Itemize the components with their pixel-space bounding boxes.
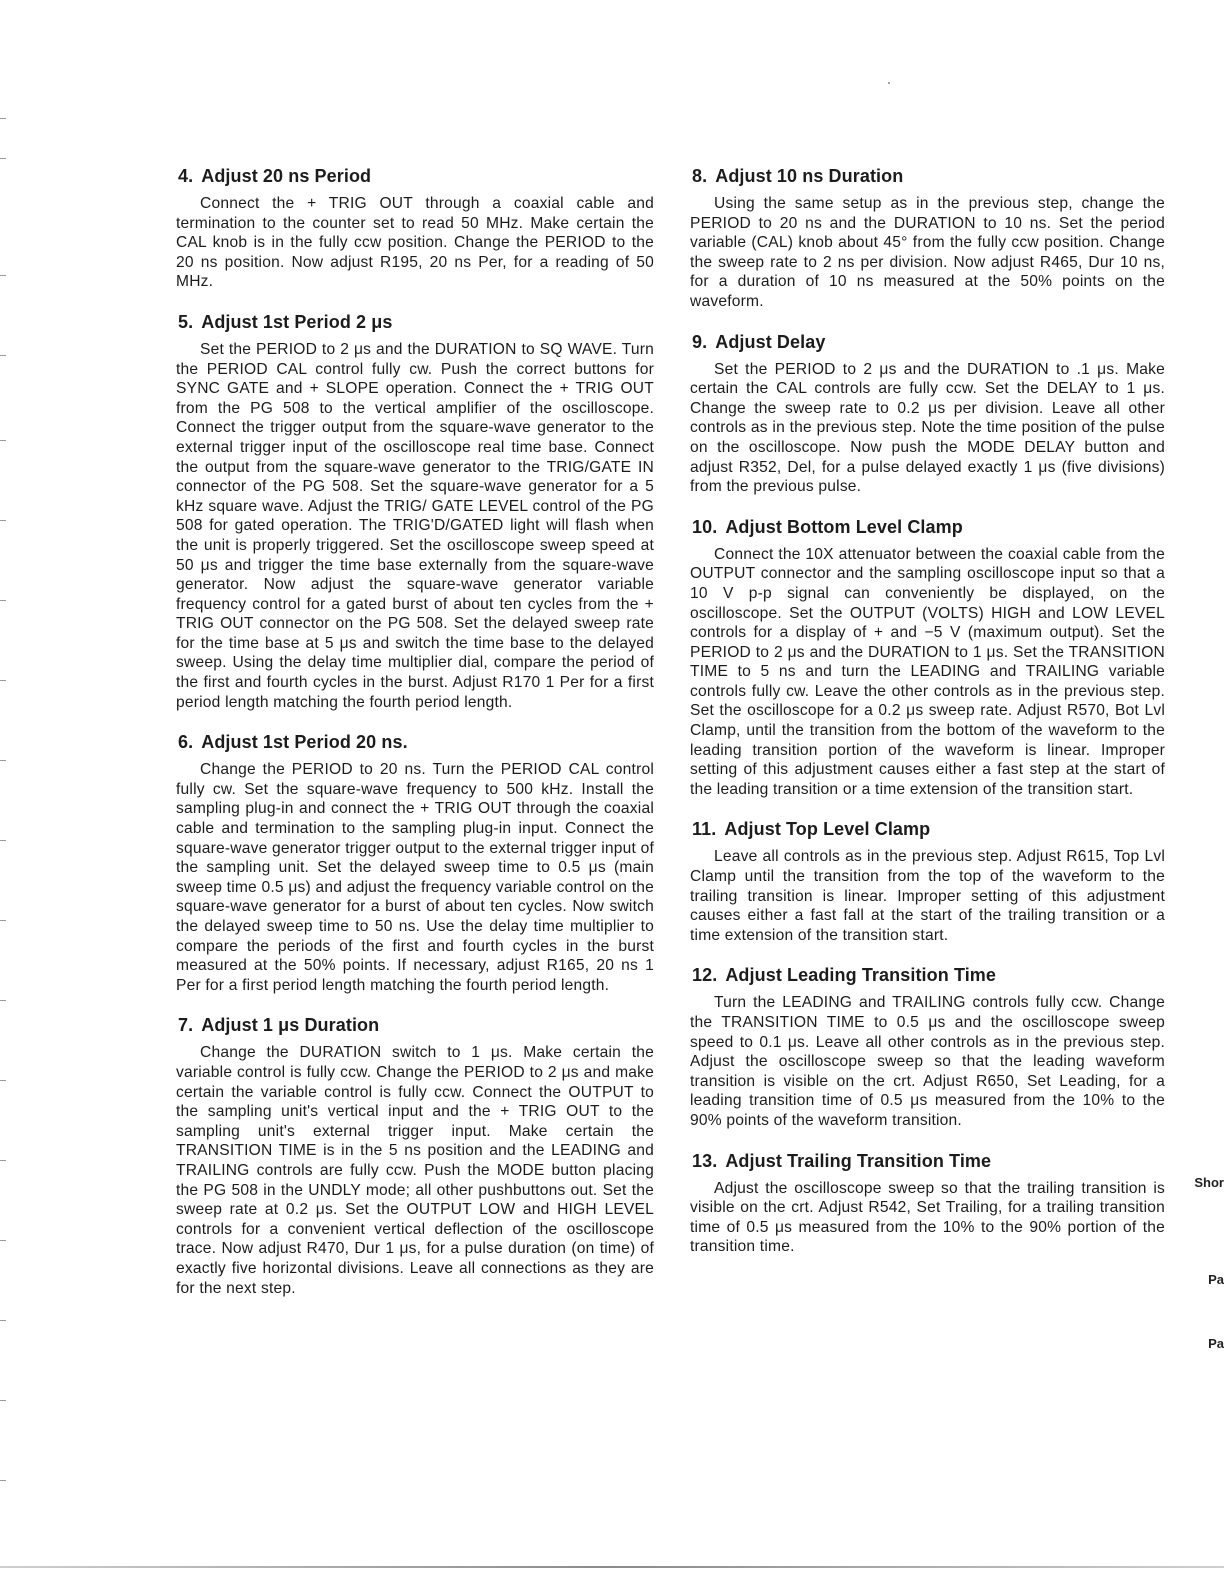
bottom-scan-edge [0,1566,1224,1568]
step-7 [176,1015,654,1298]
margin-mark [0,600,6,601]
step-number: 7. [178,1015,194,1036]
step-6 [176,732,654,995]
step-number: 6. [178,732,194,753]
step-body: Adjust the oscilloscope sweep so that the trailing transition is visible on the crt. Adjust R542, Set Trailing, for a trailing transition time of 0.5 μs measured from the 10% to the 90% portion of the transition time. [690,1179,1165,1256]
margin-mark [0,840,6,841]
margin-mark [0,1000,6,1001]
margin-mark [0,440,6,441]
step-title: Adjust 1st Period 2 μs [201,311,393,332]
step-heading [178,312,654,333]
step-title: Adjust 1st Period 20 ns. [201,732,408,753]
step-body: Set the PERIOD to 2 μs and the DURATION to .1 μs. Make certain the CAL controls are fully ccw. Set the DELAY to 1 μs. Change the sweep rate to 0.2 μs per division. Leave all other controls as in the previous step. Note the time position of the pulse on the oscilloscope. Now push the MODE DELAY button and adjust R352, Del, for a pulse delayed exactly 1 μs (five divisions) from the previous pulse. [690,360,1165,496]
step-number: 10. [692,516,718,537]
step-heading [178,732,654,753]
step-number: 12. [692,965,718,986]
step-8 [690,166,1165,312]
step-title: Adjust Delay [715,331,826,352]
step-heading [692,819,1165,840]
step-body: Set the PERIOD to 2 μs and the DURATION to SQ WAVE. Turn the PERIOD CAL control fully cw. Push the correct buttons for SYNC GATE and + SLOPE operation. Connect the + TRIG OUT from the PG 508 to the vertical amplifier of the oscilloscope. Connect the trigger output from the square-wave generator to the external trigger input of the oscilloscope real time base. Connect the output from the square-wave generator to the TRIG/GATE IN connector of the PG 508. Set the square-wave generator for a 5 kHz square wave. Adjust the TRIG/ GATE LEVEL control of the PG 508 for gated operation. The TRIG'D/GATED light will flash when the unit is properly triggered. Set the oscilloscope sweep speed at 50 μs and trigger the time base externally from the square-wave generator. Now adjust the square-wave generator variable frequency control for a gated burst of about ten cycles from the + TRIG OUT connector on the PG 508. Set the delayed sweep rate for the time base at 5 μs and switch the time base to the delayed sweep. Using the delay time multiplier dial, compare the period of the first and fourth cycles in the burst. Adjust R170 1 Per for a first period length matching the fourth period length. [176,340,654,711]
margin-mark [0,158,6,159]
step-heading [692,332,1165,353]
step-body: Using the same setup as in the previous step, change the PERIOD to 20 ns and the DURATION to 10 ns. Set the period variable (CAL) knob about 45° from the fully ccw position. Change the sweep rate to 2 ns per division. Now adjust R465, Dur 10 ns, for a duration of 10 ns measured at the 50% points on the waveform. [690,195,1165,310]
margin-mark [0,1080,6,1081]
step-number: 4. [178,166,194,186]
step-body: Turn the LEADING and TRAILING controls fully ccw. Change the TRANSITION TIME to 0.5 μs and the oscilloscope sweep speed to 0.1 μs. Leave all other controls as in the previous step. Adjust the oscilloscope sweep so that the leading waveform transition is visible on the crt. Adjust R650, Set Leading, for a leading transition time of 0.5 μs measured from the 10% to the 90% points of the waveform transition. [690,994,1165,1129]
margin-mark [0,1240,6,1241]
step-heading [178,1015,654,1036]
edge-fragment: Pa [1208,1272,1224,1287]
step-heading [692,166,1165,187]
step-title: Adjust Leading Transition Time [725,965,997,986]
step-heading [692,1151,1165,1172]
step-9 [690,332,1165,497]
step-body: Connect the 10X attenuator between the coaxial cable from the OUTPUT connector and the sampling oscilloscope input so that a 10 V p-p signal can conveniently be displayed, on the oscilloscope. Set the OUTPUT (VOLTS) HIGH and LOW LEVEL controls for a display of + and −5 V (maximum output). Set the PERIOD to 2 μs and the DURATION to 1 μs. Set the TRANSITION TIME to 5 ns and turn the LEADING and TRAILING variable controls fully cw. Leave the other controls as in the previous step. Set the oscilloscope for a 0.2 μs sweep rate. Adjust R570, Bot Lvl Clamp, until the transition from the bottom of the waveform to the leading transition portion of the waveform is linear. Improper setting of this adjustment causes either a fast step at the start of the leading transition or a time extension of the transition start. [690,545,1165,798]
edge-fragment: Shor [1194,1175,1224,1190]
step-body: Change the PERIOD to 20 ns. Turn the PERIOD CAL control fully cw. Set the square-wave frequency to 500 kHz. Install the sampling plug-in and connect the + TRIG OUT through the coaxial cable and termination to the sampling plug-in input. Connect the square-wave generator trigger output to the external trigger input of the sampling unit. Set the delayed sweep time to 0.5 μs (main sweep time 0.5 μs) and adjust the frequency variable control on the square-wave generator for a burst of about ten cycles. Now switch the delayed sweep time to 50 ns. Use the delay time multiplier to compare the periods of the first and fourth cycles in the burst measured at the 50% points. If necessary, adjust R165, 20 ns 1 Per for a first period length matching the fourth period length. [176,761,654,994]
step-number: 8. [692,166,708,186]
step-body: Leave all controls as in the previous step. Adjust R615, Top Lvl Clamp until the transition from the top of the waveform to the trailing transition is linear. Improper setting of this adjustment causes either a fast fall at the start of the trailing transition or a time extension of the transition start. [690,848,1165,944]
step-12 [690,965,1165,1130]
margin-mark [0,1480,6,1481]
step-title: Adjust Top Level Clamp [724,819,931,840]
step-heading [692,965,1165,986]
step-13 [690,1151,1165,1257]
step-5 [176,312,654,712]
step-10 [690,517,1165,800]
step-heading [178,166,654,187]
step-title: Adjust 20 ns Period [201,166,372,186]
left-column [176,166,654,1318]
step-title: Adjust 10 ns Duration [715,166,904,186]
margin-mark [0,920,6,921]
step-title: Adjust Trailing Transition Time [725,1150,992,1171]
step-body: Change the DURATION switch to 1 μs. Make certain the variable control is fully ccw. Change the PERIOD to 2 μs and make certain the variable control is fully ccw. Connect the OUTPUT to the sampling unit's vertical input and the + TRIG OUT to the sampling unit's external trigger input. Make certain the TRANSITION TIME is in the 5 ns position and the LEADING and TRAILING controls are fully ccw. Push the MODE button placing the PG 508 in the UNDLY mode; all other pushbuttons out. Set the sweep rate at 0.2 μs. Set the OUTPUT LOW and HIGH LEVEL controls for a convenient vertical deflection of the oscilloscope trace. Now adjust R470, Dur 1 μs, for a pulse duration (on time) of exactly five horizontal divisions. Leave all connections as they are for the next step. [176,1044,654,1297]
step-4 [176,166,654,292]
step-body: Connect the + TRIG OUT through a coaxial cable and termination to the counter set to read 50 MHz. Make certain the CAL knob is in the fully ccw position. Change the PERIOD to the 20 ns position. Now adjust R195, 20 ns Per, for a reading of 50 MHz. [176,195,654,291]
scan-speck [888,82,890,84]
margin-mark [0,680,6,681]
margin-mark [0,520,6,521]
step-number: 5. [178,311,194,332]
margin-mark [0,275,6,276]
margin-mark [0,355,6,356]
right-column [690,166,1165,1277]
edge-fragment: Pa [1208,1336,1224,1351]
margin-mark [0,1160,6,1161]
step-number: 9. [692,331,708,352]
step-number: 13. [692,1150,718,1171]
step-title: Adjust Bottom Level Clamp [725,516,963,537]
margin-mark [0,1400,6,1401]
step-heading [692,517,1165,538]
margin-mark [0,118,6,119]
step-11 [690,819,1165,945]
margin-mark [0,760,6,761]
step-number: 11. [692,819,717,840]
margin-mark [0,1320,6,1321]
step-title: Adjust 1 μs Duration [201,1015,380,1036]
